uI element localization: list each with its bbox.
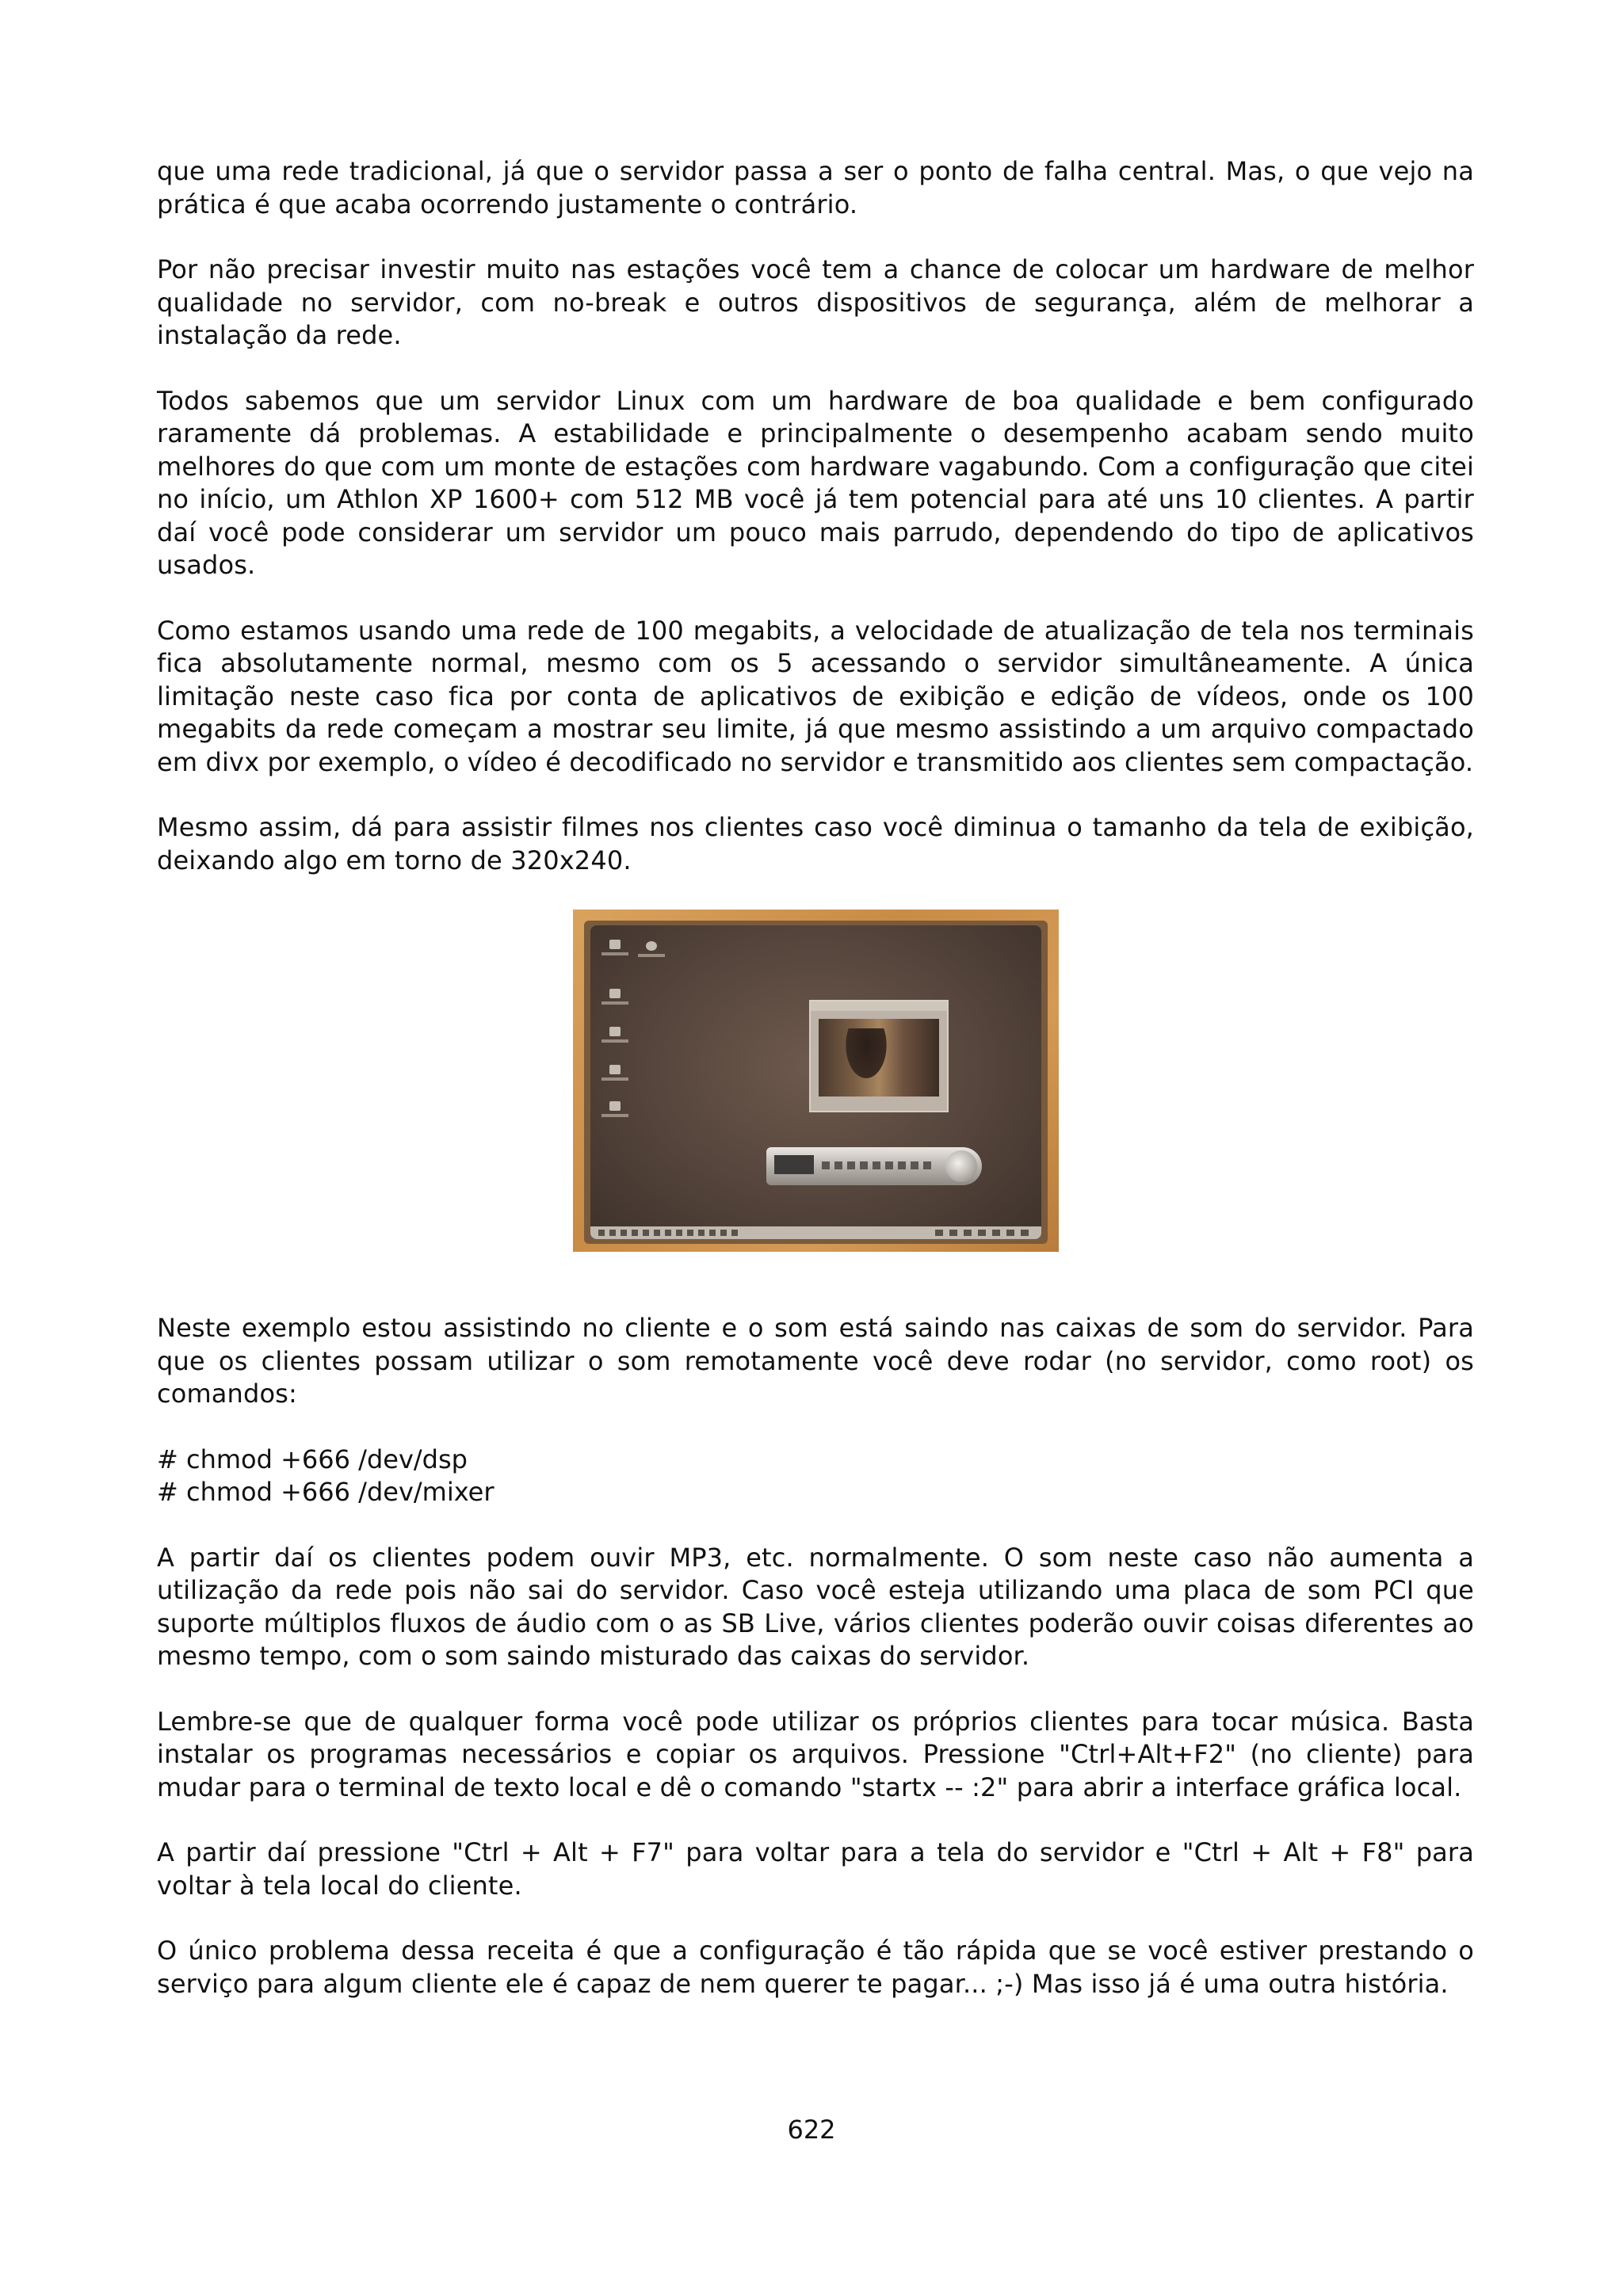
desktop-icon-label	[601, 1077, 628, 1081]
desktop-icon-label	[601, 1039, 628, 1043]
paragraph: que uma rede tradicional, já que o servidor passa a ser o ponto de falha central. Mas, o que vejo na prática é que acaba ocorrendo justamente o contrário.	[157, 156, 1474, 219]
paragraph: Neste exemplo estou assistindo no cliente e o som está saindo nas caixas de som do servidor. Para que os clientes possam utilizar o som remotamente você deve rodar (no servidor, como root) os comandos:	[157, 1313, 1474, 1409]
desktop-icon	[646, 941, 657, 951]
desktop-screen	[590, 925, 1041, 1239]
video-frame	[819, 1019, 939, 1097]
desktop-icon	[609, 989, 621, 998]
taskbar-items	[598, 1230, 741, 1236]
document-page	[157, 155, 1474, 2000]
video-window	[809, 1000, 949, 1112]
taskbar-tray	[935, 1230, 1030, 1236]
media-player-bar	[766, 1147, 982, 1185]
desktop-icon	[609, 940, 621, 949]
desktop-icon-label	[638, 954, 665, 957]
paragraph: Mesmo assim, dá para assistir filmes nos clientes caso você diminua o tamanho da tela de exibição, deixando algo em torno de 320x240.	[157, 812, 1474, 875]
player-buttons	[822, 1161, 933, 1169]
desktop-taskbar	[590, 1226, 1041, 1239]
monitor-photo	[573, 910, 1059, 1252]
paragraph: O único problema dessa receita é que a configuração é tão rápida que se você estiver prestando o serviço para algum cliente ele é capaz de nem querer te pagar... ;-) Mas isso já é uma outra história.	[157, 1936, 1474, 1999]
player-display	[774, 1155, 814, 1174]
page-number: 622	[787, 2115, 836, 2145]
video-window-titlebar	[811, 1001, 947, 1011]
command-line: # chmod +666 /dev/mixer	[157, 1477, 495, 1507]
paragraph: A partir daí os clientes podem ouvir MP3, etc. normalmente. O som neste caso não aumenta a utilização da rede pois não sai do servidor. Caso você esteja utilizando uma placa de som PCI que suporte múltiplos fluxos de áudio com o as SB Live, vários clientes poderão ouvir coisas diferentes ao mesmo tempo, com o som saindo misturado das caixas do servidor.	[157, 1542, 1474, 1671]
paragraph: A partir daí pressione "Ctrl + Alt + F7" para voltar para a tela do servidor e "Ctrl + Alt + F8" para voltar à tela local do cliente.	[157, 1837, 1474, 1901]
video-figure	[842, 1028, 890, 1084]
paragraph: Por não precisar investir muito nas estações você tem a chance de colocar um hardware de melhor qualidade no servidor, com no-break e outros dispositivos de segurança, além de melhorar a instalação da rede.	[157, 254, 1474, 350]
desktop-icon-label	[601, 1114, 628, 1117]
paragraph: Todos sabemos que um servidor Linux com um hardware de boa qualidade e bem configurado raramente dá problemas. A estabilidade e principalmente o desempenho acabam sendo muito melhores do que com um monte de estações com hardware vagabundo. Com a configuração que citei no início, um Athlon XP 1600+ com 512 MB você já tem potencial para até uns 10 clientes. A partir daí você pode considerar um servidor um pouco mais parrudo, dependendo do tipo de aplicativos usados.	[157, 385, 1474, 580]
desktop-icon-label	[601, 1001, 628, 1005]
paragraph: Como estamos usando uma rede de 100 megabits, a velocidade de atualização de tela nos terminais fica absolutamente normal, mesmo com os 5 acessando o servidor simultâneamente. A única limitação neste caso fica por conta de aplicativos de exibição e edição de vídeos, onde os 100 megabits da rede começam a mostrar seu limite, já que mesmo assistindo a um arquivo compactado em divx por exemplo, o vídeo é decodificado no servidor e transmitido aos clientes sem compactação.	[157, 615, 1474, 777]
command-block	[157, 1444, 1474, 1509]
desktop-icon-label	[601, 952, 628, 955]
volume-knob-icon	[945, 1150, 977, 1182]
paragraph: Lembre-se que de qualquer forma você pode utilizar os próprios clientes para tocar música. Basta instalar os programas necessários e copiar os arquivos. Pressione "Ctrl+Alt+F2" (no cliente) para mudar para o terminal de texto local e dê o comando "startx -- :2" para abrir a interface gráfica local.	[157, 1706, 1474, 1802]
desktop-icon	[609, 1027, 621, 1036]
desktop-icon	[609, 1101, 621, 1111]
desktop-icon	[609, 1065, 621, 1074]
command-line: # chmod +666 /dev/dsp	[157, 1444, 468, 1474]
